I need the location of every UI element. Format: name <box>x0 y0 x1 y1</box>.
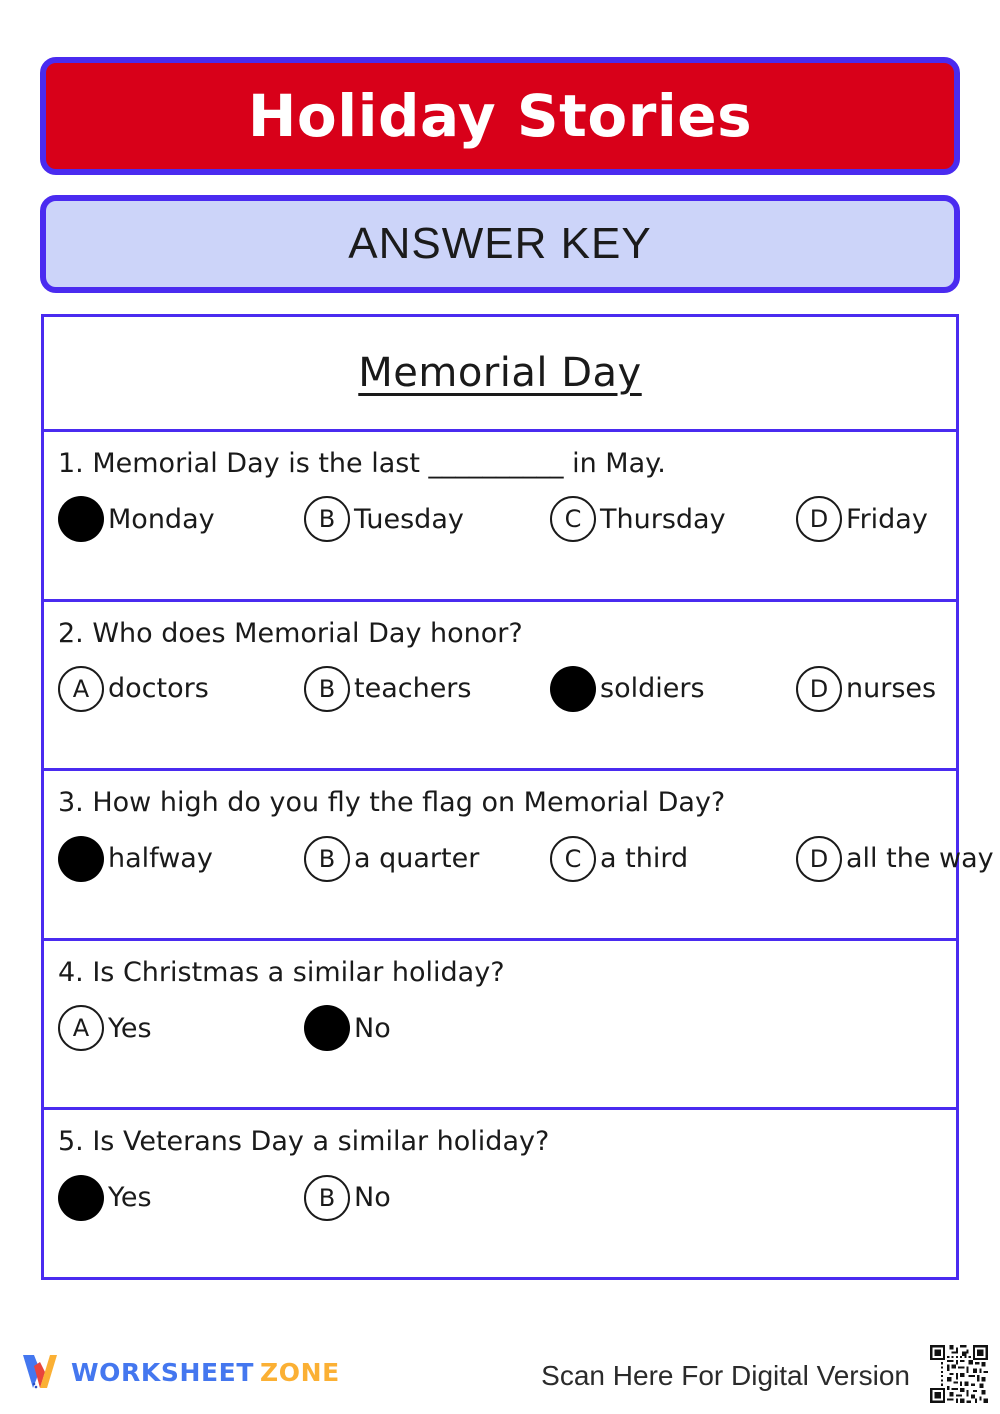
answer-option[interactable] <box>550 666 796 712</box>
answer-option[interactable] <box>58 1175 304 1221</box>
question-text: 4. Is Christmas a similar holiday? <box>58 956 505 988</box>
logo-mark-icon <box>20 1352 62 1392</box>
answer-bubble-filled[interactable] <box>550 666 596 712</box>
option-row <box>58 666 942 712</box>
question-text: 3. How high do you fly the flag on Memorial Day? <box>58 787 726 819</box>
answer-option-label: teachers <box>354 673 472 705</box>
answer-bubble[interactable]: B <box>304 496 350 542</box>
title-banner <box>40 57 960 175</box>
option-row <box>58 1175 942 1221</box>
worksheet-heading-row <box>44 317 956 432</box>
answer-option[interactable] <box>58 666 304 712</box>
answer-key-banner <box>40 195 960 293</box>
footer <box>0 1330 1000 1414</box>
answer-bubble[interactable]: D <box>796 666 842 712</box>
answer-option[interactable] <box>796 496 1000 542</box>
answer-option[interactable] <box>796 836 1000 882</box>
worksheet-zone-logo <box>20 1352 340 1392</box>
answer-key-label: ANSWER KEY <box>348 219 652 268</box>
answer-option[interactable] <box>58 496 304 542</box>
question-block <box>44 602 956 772</box>
answer-bubble[interactable]: B <box>304 666 350 712</box>
answer-option-label: Tuesday <box>354 503 464 535</box>
question-block <box>44 1110 956 1277</box>
answer-option-label: nurses <box>846 673 937 705</box>
answer-option[interactable] <box>58 1005 304 1051</box>
logo-text-primary: WORKSHEET <box>71 1357 254 1387</box>
answer-bubble[interactable]: C <box>550 496 596 542</box>
answer-option[interactable] <box>304 666 550 712</box>
answer-option[interactable] <box>304 1005 550 1051</box>
worksheet-heading: Memorial Day <box>358 350 642 396</box>
question-text: 5. Is Veterans Day a similar holiday? <box>58 1126 550 1158</box>
option-row <box>58 836 994 882</box>
answer-bubble[interactable]: D <box>796 496 842 542</box>
question-block <box>44 941 956 1111</box>
logo-text-secondary: ZONE <box>260 1357 340 1387</box>
answer-bubble-filled[interactable] <box>304 1005 350 1051</box>
answer-bubble[interactable]: A <box>58 666 104 712</box>
page-title: Holiday Stories <box>247 82 753 150</box>
answer-option-label: soldiers <box>600 673 705 705</box>
answer-bubble-filled[interactable] <box>58 1175 104 1221</box>
answer-option-label: No <box>354 1012 391 1044</box>
answer-option[interactable] <box>796 666 1000 712</box>
answer-bubble[interactable]: D <box>796 836 842 882</box>
answer-option-label: all the way <box>846 843 994 875</box>
answer-option-label: doctors <box>108 673 209 705</box>
answer-option[interactable] <box>304 496 550 542</box>
answer-option-label: Friday <box>846 503 928 535</box>
question-text: 1. Memorial Day is the last __________ in May. <box>58 448 666 479</box>
logo-text <box>71 1357 340 1387</box>
answer-bubble[interactable]: B <box>304 1175 350 1221</box>
answer-option-label: No <box>354 1182 391 1214</box>
worksheet-container <box>41 314 994 1280</box>
answer-option-label: Thursday <box>600 503 726 535</box>
answer-bubble-filled[interactable] <box>58 496 104 542</box>
answer-option-label: a third <box>600 843 689 875</box>
question-block <box>44 771 994 941</box>
answer-option[interactable] <box>550 836 796 882</box>
answer-bubble[interactable]: A <box>58 1005 104 1051</box>
answer-option-label: Yes <box>108 1182 152 1214</box>
answer-option[interactable] <box>304 836 550 882</box>
question-text: 2. Who does Memorial Day honor? <box>58 617 523 649</box>
option-row <box>58 496 942 542</box>
answer-bubble[interactable]: C <box>550 836 596 882</box>
answer-option[interactable] <box>58 836 304 882</box>
answer-option-label: Monday <box>108 503 215 535</box>
answer-option[interactable] <box>304 1175 550 1221</box>
scan-instruction-text: Scan Here For Digital Version <box>541 1360 910 1391</box>
question-block <box>44 432 956 602</box>
answer-option[interactable] <box>550 496 796 542</box>
answer-option-label: Yes <box>108 1012 152 1044</box>
answer-bubble-filled[interactable] <box>58 836 104 882</box>
option-row <box>58 1005 942 1051</box>
answer-option-label: a quarter <box>354 843 480 875</box>
answer-option-label: halfway <box>108 843 213 875</box>
qr-code-icon[interactable] <box>924 1339 994 1409</box>
answer-bubble[interactable]: B <box>304 836 350 882</box>
